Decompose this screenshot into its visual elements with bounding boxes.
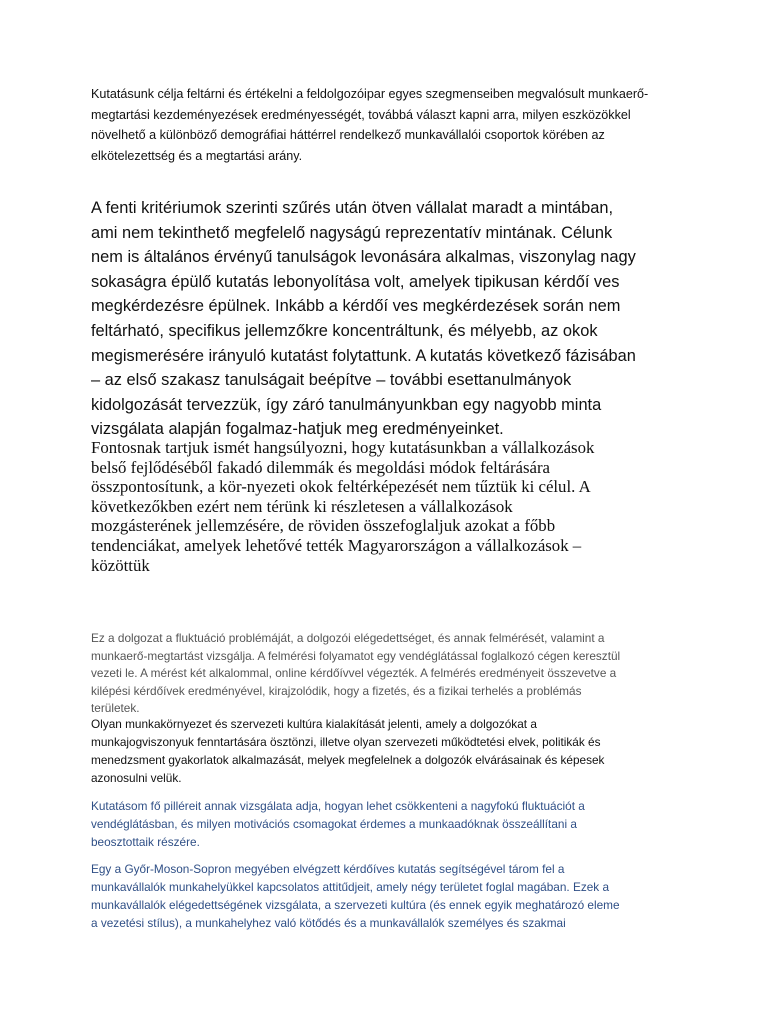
text-line: vizsgálata alapján fogalmaz-hatjuk meg eredményeinket. [91,420,504,439]
paragraph-retention-definition [91,715,671,787]
paragraph-survey-description [91,860,681,932]
paragraph-research-goal [91,84,681,166]
text-line: nem is általános érvényű tanulságok levonására alkalmas, viszonylag nagy [91,248,636,267]
text-line: területek. [91,701,140,715]
text-line: Ez a dolgozat a fluktuáció problémáját, a dolgozói elégedettséget, és annak felmérését, valamint a [91,631,605,645]
text-line: növelhető a különböző demográfiai háttérrel rendelkező munkavállalói csoportok körében az [91,128,605,142]
text-line: megkérdezésre épülnek. Inkább a kérdőí ves megkérdezések során nem [91,297,621,316]
text-line: A fenti kritériumok szerinti szűrés után ötven vállalat maradt a mintában, [91,199,614,217]
text-line: menedzsment gyakorlatok alkalmazását, melyek megfelelnek a dolgozók elvárásainak és képesek [91,753,605,767]
paragraph-sample-filtering [91,196,691,442]
text-line: munkavállalók munkahelyükkel kapcsolatos attitűdjeit, amely négy területet foglal magában. Ezek a [91,880,610,894]
text-line: megtartási kezdeményezések eredményességét, továbbá választ kapni arra, milyen eszközökkel [91,107,631,122]
text-line: közöttük [91,555,150,575]
text-line: tendenciákat, amelyek lehetővé tették Magyarországon a vállalkozások – [91,535,582,555]
text-line: munkavállalók elégedettségének vizsgálata, a szervezeti kultúra (és ennek egyik meghatározó eleme [91,898,620,912]
text-line: elkötelezettség és a megtartási arány. [91,148,303,163]
text-line: Olyan munkakörnyezet és szervezeti kultúra kialakítását jelenti, amely a dolgozókat a [91,717,537,731]
paragraph-emphasis [91,438,691,575]
text-line: megismerésére irányuló kutatást folytattunk. A kutatás következő fázisában [91,346,636,365]
text-line: feltárható, specifikus jellemzőkre koncentráltunk, és mélyebb, az okok [91,321,598,340]
text-line: kilépési kérdőívek eredményével, kirajzolódik, hogy a fizetés, és a fizikai terhelés a problémás [91,683,582,698]
text-line: vendéglátásban, és milyen motivációs csomagokat érdemes a munkaadóknak összeállítani a [91,817,577,831]
text-line: beosztottaik részére. [91,835,200,849]
text-line: vezeti le. A mérést két alkalommal, online kérdőívvel végezték. A felmérés eredményeit összevetve a [91,666,617,680]
text-line: – az első szakasz tanulságait beépítve – további esettanulmányok [91,371,572,390]
text-line: Kutatásunk célja feltárni és értékelni a feldolgozóipar egyes szegmenseiben megvalósult munkaerő- [91,87,649,101]
text-line: mozgásterének jellemzésére, de röviden összefoglaljuk azokat a főbb [91,516,556,536]
text-line: munkajogviszonyuk fenntartására ösztönzi, illetve olyan szervezeti működtetési elvek, politikák és [91,735,601,749]
paragraph-thesis-summary [91,630,691,718]
text-line: azonosulni velük. [91,771,182,785]
paragraph-research-pillars [91,797,651,851]
text-line: a vezetési stílus), a munkahelyhez való kötődés és a munkavállalók személyes és szakmai [91,916,566,930]
text-line: ami nem tekinthető megfelelő nagyságú reprezentatív mintának. Célunk [91,223,613,242]
text-line: kidolgozását tervezzük, így záró tanulmányunkban egy nagyobb minta [91,395,602,414]
text-line: munkaerő-megtartást vizsgálja. A felmérési folyamatot egy vendéglátással foglalkozó cégen keresztül [91,648,621,663]
text-line: következőkben ezért nem térünk ki részletesen a vállalkozások [91,496,513,516]
text-line: Fontosnak tartjuk ismét hangsúlyozni, hogy kutatásunkban a vállalkozások [91,438,595,457]
text-line: sokaságra épülő kutatás lebonyolítása volt, amelyek tipikusan kérdőí ves [91,272,620,291]
text-line: összpontosítunk, a kör-nyezeti okok feltérképezését nem tűztük ki célul. A [91,477,591,497]
text-line: Egy a Győr-Moson-Sopron megyében elvégzett kérdőíves kutatás segítségével tárom fel a [91,862,565,876]
text-line: belső fejlődéséből fakadó dilemmák és megoldási módok feltárására [91,457,551,477]
text-line: Kutatásom fő pilléreit annak vizsgálata adja, hogyan lehet csökkenteni a nagyfokú fluktuációt a [91,799,585,813]
